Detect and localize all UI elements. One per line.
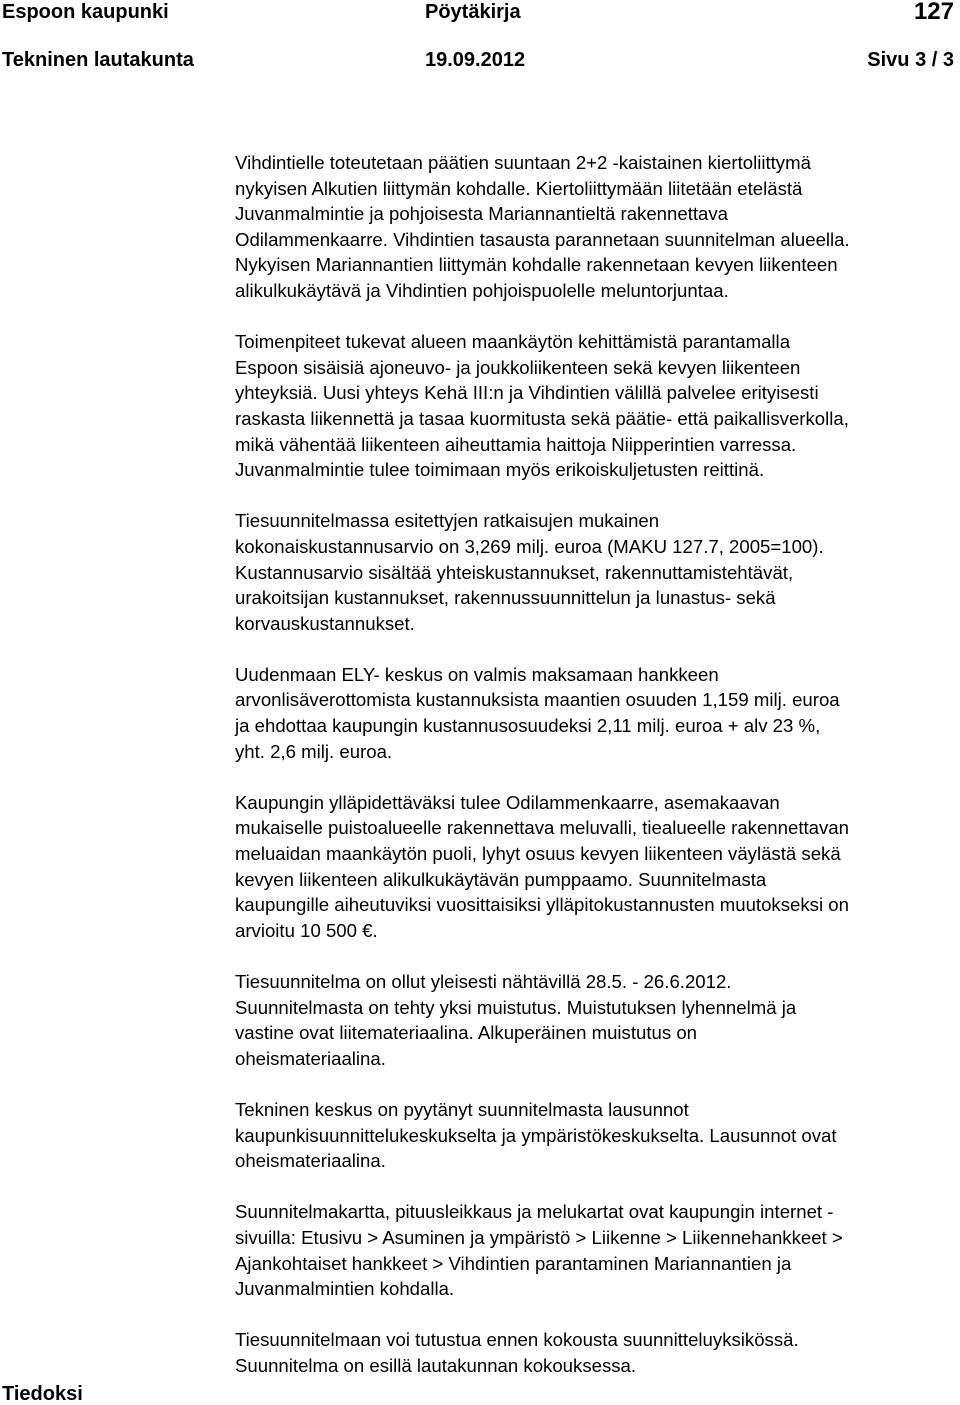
paragraph-line: Vihdintielle toteutetaan päätien suuntaan 2+2 -kaistainen kiertoliittymä <box>235 152 811 173</box>
paragraph-line: ja ehdottaa kaupungin kustannusosuudeksi 2,11 milj. euroa + alv 23 %, <box>235 715 821 737</box>
paragraph-line: vastine ovat liitemateriaalina. Alkuperäinen muistutus on <box>235 1022 698 1044</box>
paragraph-line: urakoitsijan kustannukset, rakennussuunnittelun ja lunastus- sekä <box>235 587 776 609</box>
paragraph <box>235 508 957 636</box>
paragraph <box>235 1097 957 1174</box>
paragraph-line: mikä vähentää liikenteen aiheuttamia haittoja Niipperintien varressa. <box>235 433 797 455</box>
paragraph-line: arvonlisäverottomista kustannuksista maantien osuuden 1,159 milj. euroa <box>235 689 840 711</box>
paragraph-line: Uudenmaan ELY- keskus on valmis maksamaan hankkeen <box>235 663 719 685</box>
paragraph-line: Juvanmalmintien kohdalla. <box>235 1278 455 1300</box>
paragraph-line: Tiesuunnitelmaan voi tutustua ennen kokousta suunnitteluyksikössä. <box>235 1329 799 1351</box>
header-row-bottom <box>0 48 960 78</box>
paragraph-line: oheismateriaalina. <box>235 1047 386 1069</box>
section-label-tiedoksi: Tiedoksi <box>2 1383 83 1405</box>
paragraph-line: korvauskustannukset. <box>235 612 415 634</box>
paragraph-line: yht. 2,6 milj. euroa. <box>235 740 393 762</box>
paragraph-line: Tiesuunnitelma on ollut yleisesti nähtävillä 28.5. - 26.6.2012. <box>235 971 732 992</box>
paragraph <box>235 329 957 483</box>
paragraph-line: Suunnitelmakartta, pituusleikkaus ja melukartat ovat kaupungin internet - <box>235 1201 834 1223</box>
paragraph-line: Ajankohtaiset hankkeet > Vihdintien parantaminen Mariannantien ja <box>235 1252 792 1274</box>
paragraph <box>235 1327 957 1378</box>
header-row-top <box>0 0 960 30</box>
organization-name: Espoon kaupunki <box>2 1 169 23</box>
paragraph-line: Tiesuunnitelmassa esitettyjen ratkaisujen mukainen <box>235 510 660 532</box>
paragraph <box>235 969 957 1071</box>
paragraph-line: sivuilla: Etusivu > Asuminen ja ympäristö > Liikenne > Liikennehankkeet > <box>235 1226 843 1248</box>
paragraph-line: kaupunkisuunnittelukeskukselta ja ympäristökeskukselta. Lausunnot ovat <box>235 1124 837 1146</box>
paragraph-line: Kustannusarvio sisältää yhteiskustannukset, rakennuttamistehtävät, <box>235 561 794 583</box>
paragraph <box>235 1199 957 1301</box>
document-body <box>235 150 957 1404</box>
paragraph <box>235 790 957 944</box>
paragraph-line: kevyen liikenteen alikulkukäytävän pumppaamo. Suunnitelmasta <box>235 868 767 890</box>
paragraph-line: mukaiselle puistoalueelle rakennettava meluvalli, tiealueelle rakennettavan <box>235 817 849 839</box>
paragraph-line: meluaidan maankäytön puoli, lyhyt osuus kevyen liikenteen väylästä sekä <box>235 843 841 865</box>
paragraph-line: Suunnitelmasta on tehty yksi muistutus. Muistutuksen lyhennelmä ja <box>235 996 797 1018</box>
paragraph-line: Nykyisen Mariannantien liittymän kohdalle rakennetaan kevyen liikenteen <box>235 254 838 276</box>
meeting-date: 19.09.2012 <box>425 49 526 71</box>
paragraph-line: yhteyksiä. Uusi yhteys Kehä III:n ja Vihdintien välillä palvelee erityisesti <box>235 382 819 404</box>
paragraph <box>235 662 957 764</box>
committee-name: Tekninen lautakunta <box>2 49 194 71</box>
paragraph <box>235 150 957 304</box>
paragraph-line: raskasta liikennettä ja tasaa kuormitusta sekä päätie- että paikallisverkolla, <box>235 407 849 429</box>
paragraph-line: Odilammenkaarre. Vihdintien tasausta parannetaan suunnitelman alueella. <box>235 228 850 250</box>
paragraph-line: kaupungille aiheutuviksi vuosittaisiksi ylläpitokustannusten muutokseksi on <box>235 894 849 916</box>
paragraph-line: Suunnitelma on esillä lautakunnan kokouksessa. <box>235 1354 637 1376</box>
section-number: 127 <box>913 0 954 25</box>
paragraph-line: Juvanmalmintie ja pohjoisesta Mariannantieltä rakennettava <box>235 203 729 225</box>
document-type: Pöytäkirja <box>425 1 521 23</box>
paragraph-line: Kaupungin ylläpidettäväksi tulee Odilammenkaarre, asemakaavan <box>235 791 780 813</box>
paragraph-line: nykyisen Alkutien liittymän kohdalle. Kiertoliittymään liitetään etelästä <box>235 177 803 199</box>
page-indicator: Sivu 3 / 3 <box>867 49 954 71</box>
paragraph-line: alikulkukäytävä ja Vihdintien pohjoispuolelle meluntorjuntaa. <box>235 279 729 301</box>
paragraph-line: kokonaiskustannusarvio on 3,269 milj. euroa (MAKU 127.7, 2005=100). <box>235 535 824 557</box>
paragraph-line: arvioitu 10 500 €. <box>235 919 378 941</box>
paragraph-line: Tekninen keskus on pyytänyt suunnitelmasta lausunnot <box>235 1098 689 1120</box>
paragraph-line: Juvanmalmintie tulee toimimaan myös erikoiskuljetusten reittinä. <box>235 459 765 481</box>
paragraph-line: Espoon sisäisiä ajoneuvo- ja joukkoliikenteen sekä kevyen liikenteen <box>235 356 801 378</box>
paragraph-line: oheismateriaalina. <box>235 1150 386 1172</box>
paragraph-line: Toimenpiteet tukevat alueen maankäytön kehittämistä parantamalla <box>235 331 791 353</box>
